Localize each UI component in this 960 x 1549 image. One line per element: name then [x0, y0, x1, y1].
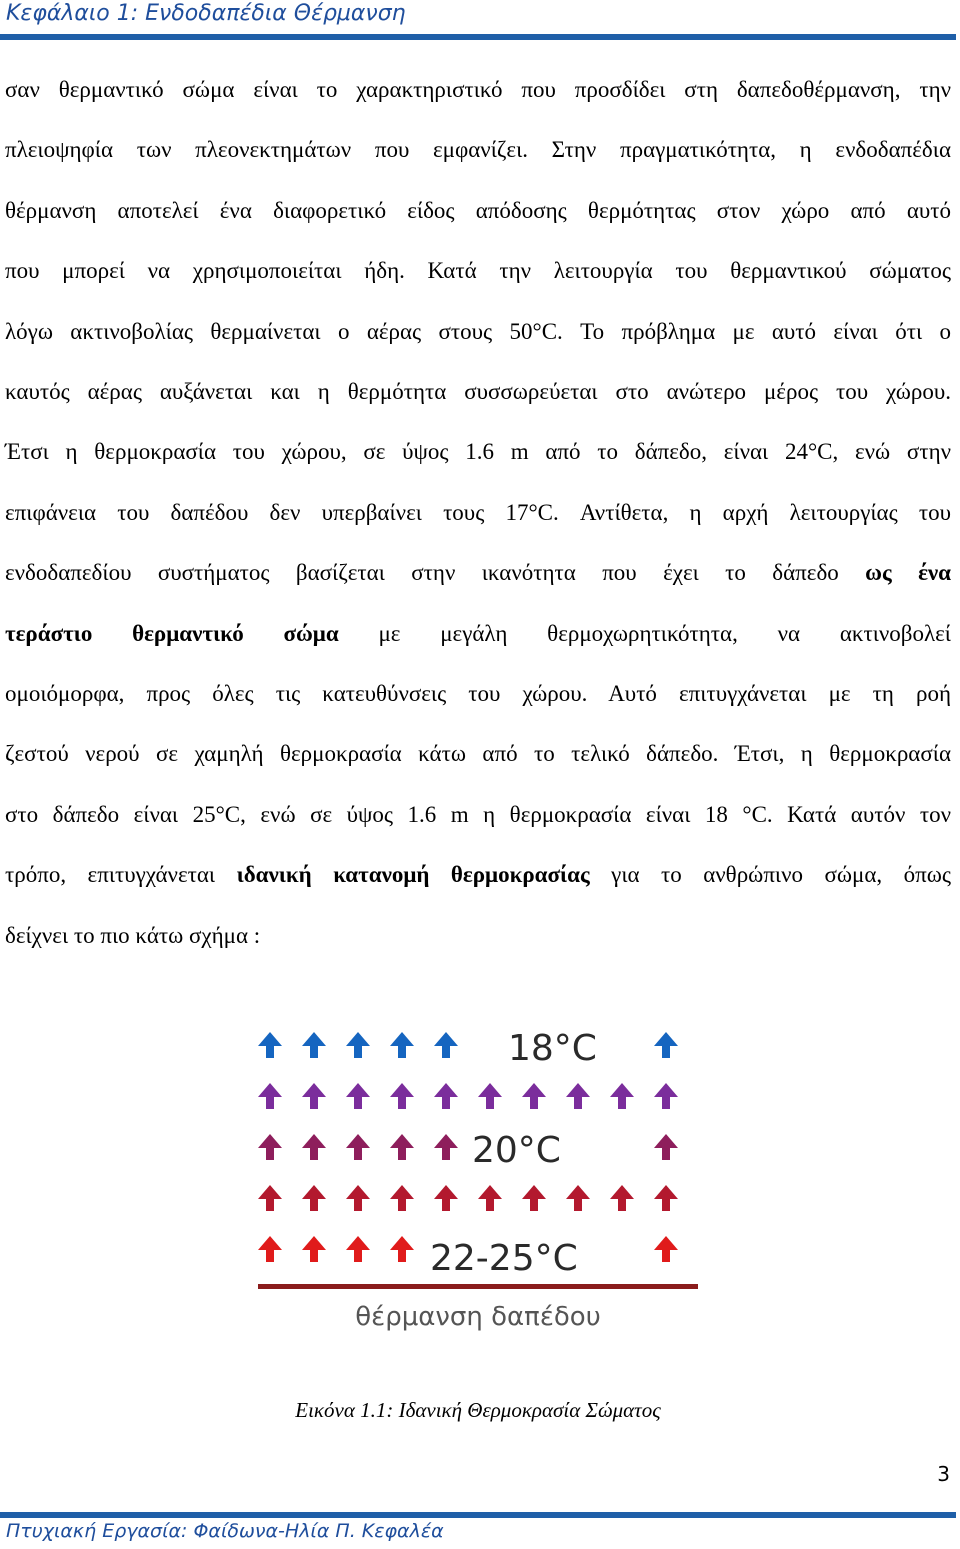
bold-phrase: ιδανική κατανομή θερμοκρασίας: [236, 862, 590, 888]
up-arrow-icon: [522, 1083, 546, 1109]
footer-author: Πτυχιακή Εργασία: Φαίδωνα-Ηλία Π. Κεφαλέα: [6, 1520, 444, 1542]
up-arrow-icon: [390, 1185, 414, 1211]
up-arrow-icon: [434, 1134, 458, 1160]
text-line: καυτός αέρας αυξάνεται και η θερμότητα συσσωρεύεται στο ανώτερο μέρος του χώρου.: [5, 379, 951, 405]
up-arrow-icon: [566, 1185, 590, 1211]
temperature-distribution-figure: [250, 1020, 710, 1340]
up-arrow-icon: [654, 1134, 678, 1160]
up-arrow-icon: [302, 1236, 326, 1262]
up-arrow-icon: [346, 1236, 370, 1262]
bold-phrase: ως ένα: [865, 560, 952, 586]
text-line: που μπορεί να χρησιμοποιείται ήδη. Κατά την λειτουργία του θερμαντικού σώματος: [5, 258, 951, 284]
text-segment: για το ανθρώπινο σώμα, όπως: [611, 862, 951, 888]
up-arrow-icon: [258, 1185, 282, 1211]
footer-rule: [0, 1512, 956, 1518]
text-line: λόγω ακτινοβολίας θερμαίνεται ο αέρας στους 50°C. Το πρόβλημα με αυτό είναι ότι ο: [5, 318, 951, 344]
text-line: [5, 604, 951, 664]
text-segment: ενδοδαπεδίου συστήματος βασίζεται στην ικανότητα που έχει το δάπεδο: [5, 560, 839, 586]
up-arrow-icon: [654, 1185, 678, 1211]
text-line: δείχνει το πιο κάτω σχήμα :: [5, 922, 261, 948]
bold-phrase: τεράστιο θερμαντικό σώμα: [5, 620, 339, 646]
text-line: ζεστού νερού σε χαμηλή θερμοκρασία κάτω από το τελικό δάπεδο. Έτσι, η θερμοκρασία: [5, 741, 951, 767]
up-arrow-icon: [390, 1236, 414, 1262]
up-arrow-icon: [346, 1134, 370, 1160]
up-arrow-icon: [610, 1083, 634, 1109]
header-rule: [0, 34, 956, 40]
up-arrow-icon: [302, 1134, 326, 1160]
up-arrow-icon: [302, 1083, 326, 1109]
text-segment: τρόπο, επιτυγχάνεται: [5, 862, 216, 888]
text-line: [5, 543, 951, 603]
text-line: θέρμανση αποτελεί ένα διαφορετικό είδος απόδοσης θερμότητας στον χώρο από αυτό: [5, 197, 951, 223]
up-arrow-icon: [610, 1185, 634, 1211]
up-arrow-icon: [390, 1134, 414, 1160]
text-line: σαν θερμαντικό σώμα είναι το χαρακτηριστικό που προσδίδει στη δαπεδοθέρμανση, την: [5, 77, 951, 102]
up-arrow-icon: [346, 1083, 370, 1109]
up-arrow-icon: [434, 1083, 458, 1109]
up-arrow-icon: [478, 1083, 502, 1109]
up-arrow-icon: [522, 1185, 546, 1211]
up-arrow-icon: [258, 1083, 282, 1109]
text-line: Έτσι η θερμοκρασία του χώρου, σε ύψος 1.6 m από το δάπεδο, είναι 24°C, ενώ στην: [5, 439, 951, 465]
up-arrow-icon: [258, 1032, 282, 1058]
page-number: 3: [937, 1462, 950, 1486]
up-arrow-icon: [346, 1185, 370, 1211]
up-arrow-icon: [390, 1083, 414, 1109]
floor-heating-label: θέρμανση δαπέδου: [355, 1302, 601, 1332]
text-line: [5, 845, 951, 905]
up-arrow-icon: [478, 1185, 502, 1211]
up-arrow-icon: [346, 1032, 370, 1058]
figure-caption: Εικόνα 1.1: Ιδανική Θερμοκρασία Σώματος: [295, 1398, 661, 1422]
text-line: ομοιόμορφα, προς όλες τις κατευθύνσεις του χώρου. Αυτό επιτυγχάνεται με τη ροή: [5, 681, 951, 707]
up-arrow-icon: [258, 1236, 282, 1262]
text-line: στο δάπεδο είναι 25°C, ενώ σε ύψος 1.6 m η θερμοκρασία είναι 18 °C. Κατά αυτόν τον: [5, 801, 951, 827]
temperature-label-top: 18°C: [508, 1028, 597, 1069]
up-arrow-icon: [302, 1032, 326, 1058]
floor-line: [258, 1284, 698, 1289]
text-line: επιφάνεια του δαπέδου δεν υπερβαίνει τους 17°C. Αντίθετα, η αρχή λειτουργίας του: [5, 499, 951, 525]
temperature-label-bottom: 22-25°C: [430, 1238, 578, 1279]
up-arrow-icon: [654, 1236, 678, 1262]
up-arrow-icon: [302, 1185, 326, 1211]
chapter-title: Κεφάλαιο 1: Ενδοδαπέδια Θέρμανση: [6, 1, 406, 26]
up-arrow-icon: [434, 1185, 458, 1211]
up-arrow-icon: [434, 1032, 458, 1058]
arrow-grid: [258, 1032, 678, 1262]
text-line: πλειοψηφία των πλεονεκτημάτων που εμφανίζει. Στην πραγματικότητα, η ενδοδαπέδια: [5, 137, 951, 163]
text-segment: με μεγάλη θερμοχωρητικότητα, να ακτινοβολεί: [378, 620, 951, 646]
temperature-label-middle: 20°C: [472, 1130, 561, 1171]
body-paragraph: [5, 60, 951, 966]
up-arrow-icon: [258, 1134, 282, 1160]
up-arrow-icon: [654, 1083, 678, 1109]
up-arrow-icon: [390, 1032, 414, 1058]
up-arrow-icon: [654, 1032, 678, 1058]
up-arrow-icon: [566, 1083, 590, 1109]
